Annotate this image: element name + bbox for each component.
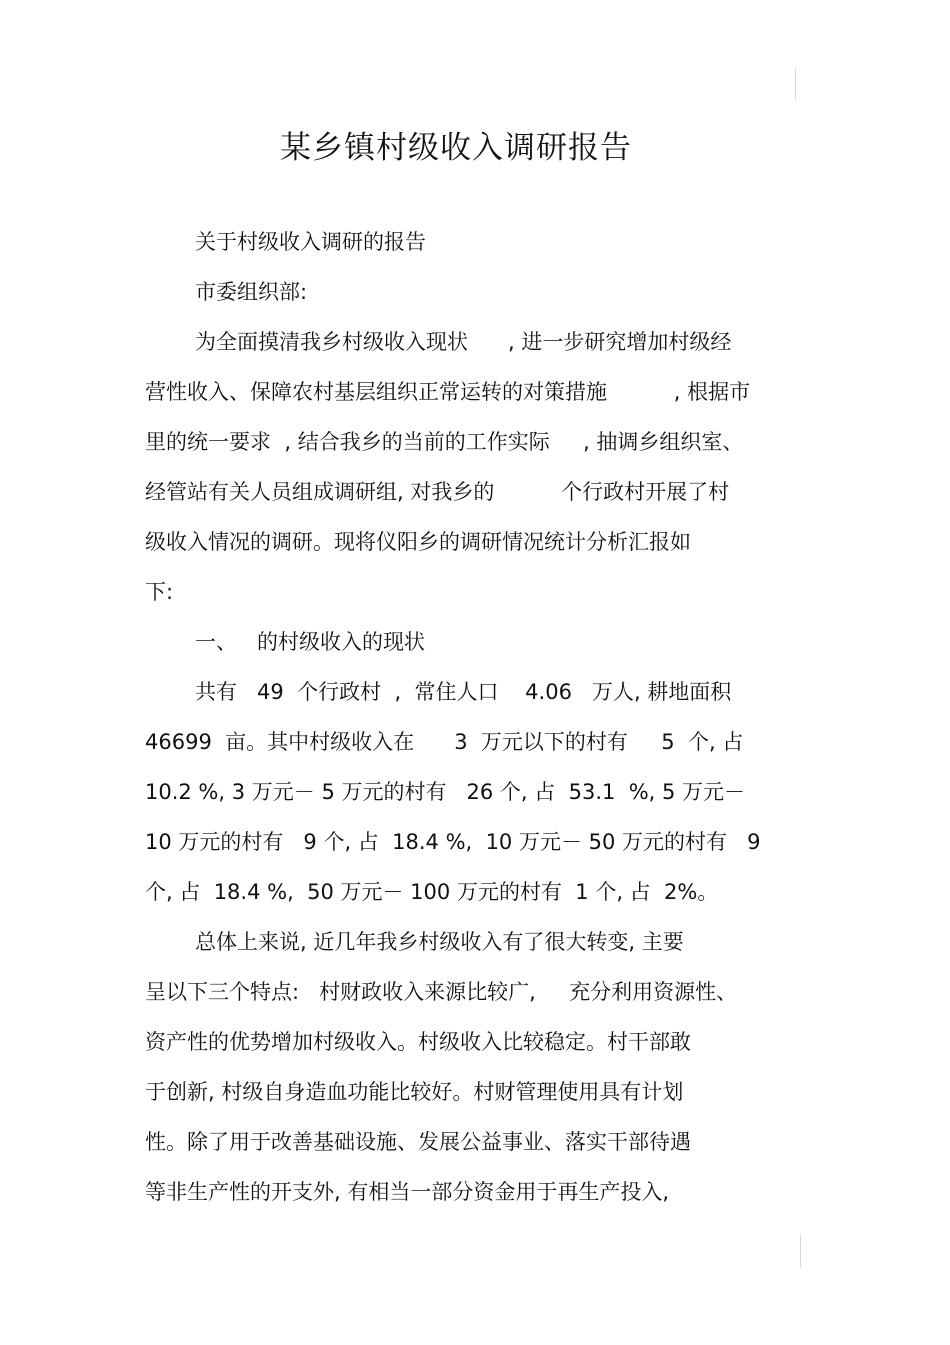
paragraph-line: 等非生产性的开支外, 有相当一部分资金用于再生产投入, <box>145 1180 670 1204</box>
paragraph-line: 资产性的优势增加村级收入。村级收入比较稳定。村干部敢 <box>145 1030 691 1054</box>
paragraph-line: 共有 49 个行政村 , 常住人口 4.06 万人, 耕地面积 <box>195 680 732 704</box>
paragraph-line: 营性收入、保障农村基层组织正常运转的对策措施 , 根据市 <box>145 380 751 404</box>
paragraph-line: 于创新, 村级自身造血功能比较好。村财管理使用具有计划 <box>145 1080 684 1104</box>
paragraph-line: 经管站有关人员组成调研组, 对我乡的 个行政村开展了村 <box>145 480 730 504</box>
page-edge-mark-top <box>795 68 796 100</box>
paragraph-line: 总体上来说, 近几年我乡村级收入有了很大转变, 主要 <box>195 930 684 954</box>
page-edge-mark-bottom <box>800 1235 801 1267</box>
paragraph-line: 10.2 %, 3 万元－ 5 万元的村有 26 个, 占 53.1 %, 5 万元－ <box>145 780 746 804</box>
document-title: 某乡镇村级收入调研报告 <box>280 130 632 166</box>
paragraph-line: 性。除了用于改善基础设施、发展公益事业、落实干部待遇 <box>145 1130 691 1154</box>
addressee: 市委组织部: <box>195 280 308 304</box>
paragraph-line: 呈以下三个特点: 村财政收入来源比较广, 充分利用资源性、 <box>145 980 738 1004</box>
paragraph-line: 里的统一要求 , 结合我乡的当前的工作实际 , 抽调乡组织室、 <box>145 430 744 454</box>
paragraph-line: 个, 占 18.4 %, 50 万元－ 100 万元的村有 1 个, 占 2%。 <box>145 880 719 904</box>
paragraph-line: 下: <box>145 580 174 604</box>
paragraph-line: 为全面摸清我乡村级收入现状 , 进一步研究增加村级经 <box>195 330 732 354</box>
paragraph-line: 10 万元的村有 9 个, 占 18.4 %, 10 万元－ 50 万元的村有 9 <box>145 830 761 854</box>
section-heading: 一、 的村级收入的现状 <box>195 630 426 654</box>
report-heading: 关于村级收入调研的报告 <box>195 230 426 254</box>
paragraph-line: 46699 亩。其中村级收入在 3 万元以下的村有 5 个, 占 <box>145 730 744 754</box>
paragraph-line: 级收入情况的调研。现将仪阳乡的调研情况统计分析汇报如 <box>145 530 691 554</box>
